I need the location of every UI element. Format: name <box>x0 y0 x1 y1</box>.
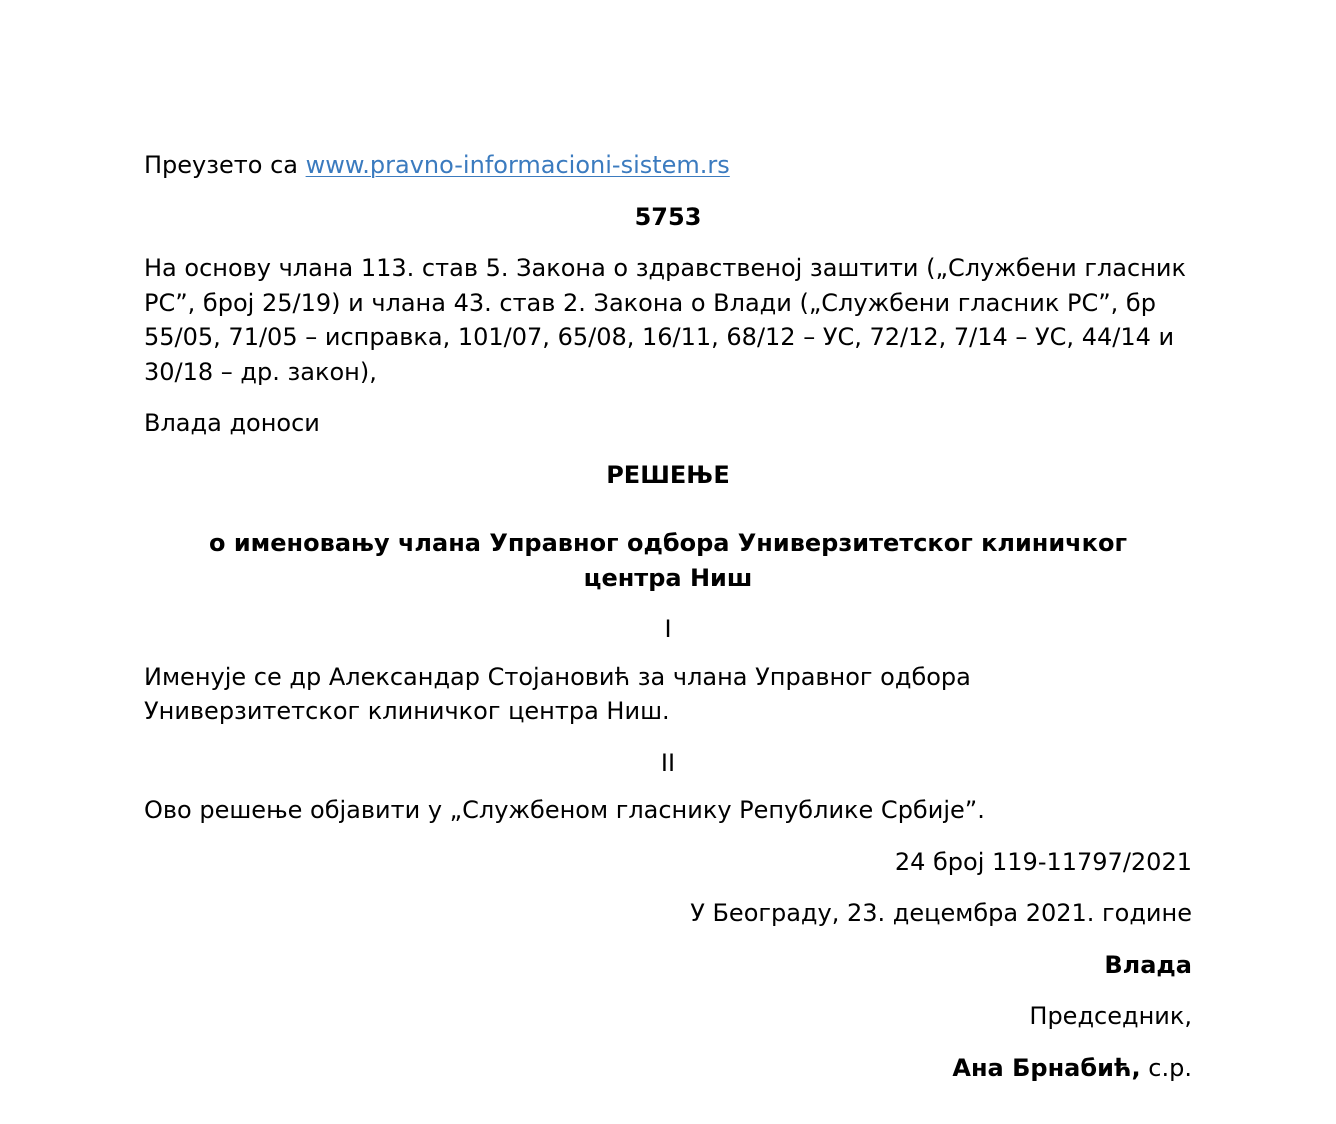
place-date: У Београду, 23. децембра 2021. године <box>690 899 1192 927</box>
reference-number: 24 број 119-11797/2021 <box>894 847 1192 876</box>
document-subtitle: о именовању члана Управног одбора Универзитетског клиничког центра Ниш <box>209 529 1127 592</box>
source-link[interactable]: www.pravno-informacioni-sistem.rs <box>305 151 730 179</box>
signatory-title: Председник, <box>1029 1002 1192 1030</box>
document-number: 5753 <box>634 202 702 231</box>
issuer: Влада <box>1104 950 1192 979</box>
preamble-paragraph: На основу члана 113. став 5. Закона о здравственој заштити („Службени гласник РС”, број 25/19) и члана 43. став 2. Закона о Влади („Службени гласник РС”, бр 55/05, 71/05 – исправка, 101/07, 65/08, 16/11, 68/12 – УС, 72/12, 7/14 – УС, 44/14 и 30/18 – др. закон), <box>144 254 1186 386</box>
section-number-2: II <box>660 748 676 777</box>
signature-line <box>144 1051 1192 1086</box>
enacts-line: Влада доноси <box>144 409 320 437</box>
document-page <box>144 148 1192 1102</box>
section-text-2: Ово решење објавити у „Службеном гласнику Републике Србије”. <box>144 796 985 824</box>
document-title: РЕШЕЊЕ <box>606 460 730 489</box>
source-line <box>144 148 1192 183</box>
section-text-1: Именује се др Александар Стојановић за члана Управног одбора Универзитетског клиничког центра Ниш. <box>144 662 971 725</box>
signatory-suffix: с.р. <box>1140 1053 1192 1082</box>
section-number-1: I <box>664 615 672 643</box>
source-prefix: Преузето са <box>144 151 306 179</box>
signatory-name: Ана Брнабић, <box>952 1053 1141 1082</box>
